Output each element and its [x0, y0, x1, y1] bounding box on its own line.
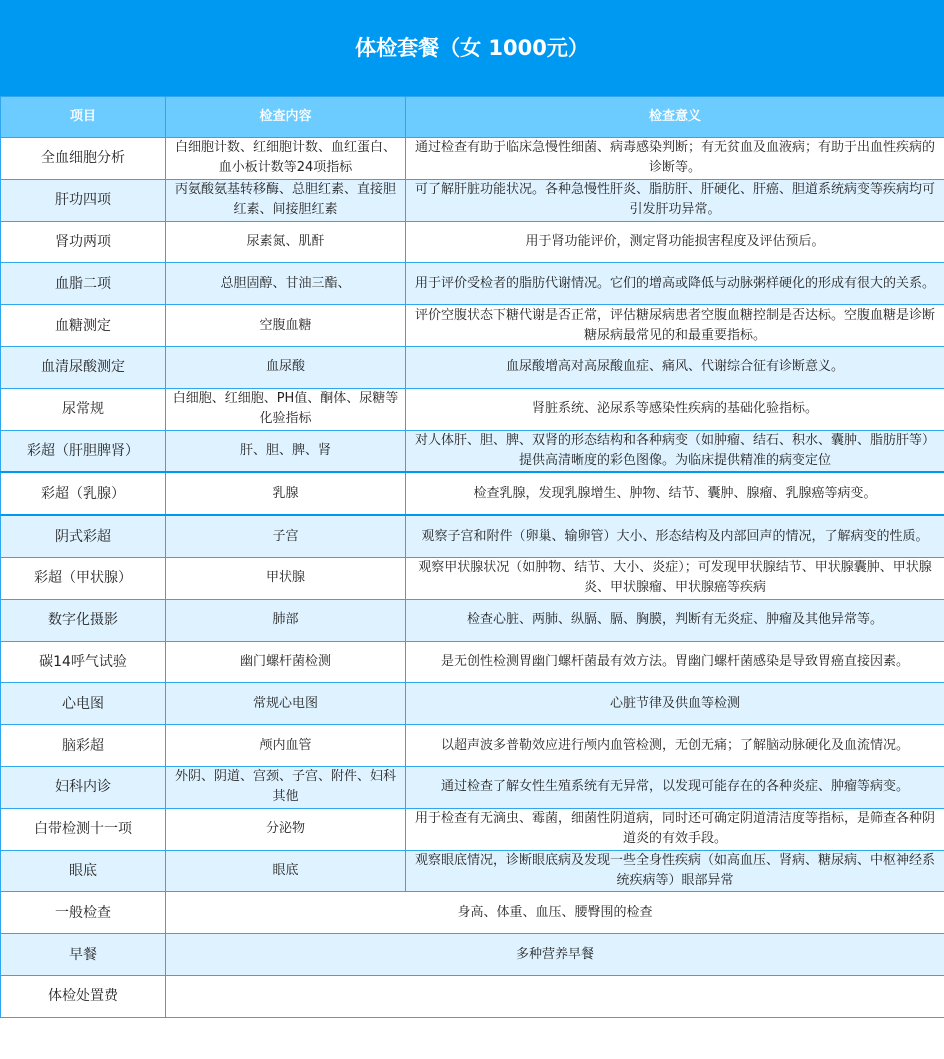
- item-meaning: 用于评价受检者的脂肪代谢情况。它们的增高或降低与动脉粥样硬化的形成有很大的关系。: [406, 263, 944, 305]
- item-meaning: 观察眼底情况，诊断眼底病及发现一些全身性疾病（如高血压、肾病、糖尿病、中枢神经系统疾病等）眼部异常: [406, 850, 944, 892]
- item-content: 白细胞、红细胞、PH值、酮体、尿糖等化验指标: [166, 388, 406, 430]
- table-row: [1, 179, 944, 221]
- table-row: [1, 472, 944, 515]
- item-meaning: 用于检查有无滴虫、霉菌，细菌性阴道病，同时还可确定阴道清洁度等指标，是筛查各种阴道炎的有效手段。: [406, 808, 944, 850]
- item-name: 彩超（肝胆脾肾）: [1, 430, 166, 472]
- table-row: [1, 808, 944, 850]
- item-content: 血尿酸: [166, 346, 406, 388]
- item-content: 分泌物: [166, 808, 406, 850]
- table-row-merged: [1, 975, 944, 1017]
- table-row: [1, 263, 944, 305]
- item-name: 白带检测十一项: [1, 808, 166, 850]
- table-row: [1, 725, 944, 767]
- table-row: [1, 683, 944, 725]
- table-row: [1, 850, 944, 892]
- item-content: 乳腺: [166, 472, 406, 515]
- table-row: [1, 557, 944, 599]
- item-content: 颅内血管: [166, 725, 406, 767]
- item-content: 甲状腺: [166, 557, 406, 599]
- item-name: 脑彩超: [1, 725, 166, 767]
- item-content: 常规心电图: [166, 683, 406, 725]
- item-meaning: 用于肾功能评价，测定肾功能损害程度及评估预后。: [406, 221, 944, 263]
- item-meaning: 对人体肝、胆、脾、双肾的形态结构和各种病变（如肿瘤、结石、积水、囊肿、脂肪肝等）提供高清晰度的彩色图像。为临床提供精准的病变定位: [406, 430, 944, 472]
- item-meaning: 心脏节律及供血等检测: [406, 683, 944, 725]
- table-row: [1, 388, 944, 430]
- item-name: 全血细胞分析: [1, 138, 166, 180]
- item-meaning: 评价空腹状态下糖代谢是否正常，评估糖尿病患者空腹血糖控制是否达标。空腹血糖是诊断糖尿病最常见的和最重要指标。: [406, 305, 944, 347]
- item-merged-value: [166, 975, 944, 1017]
- item-name: 血清尿酸测定: [1, 346, 166, 388]
- item-name: 彩超（乳腺）: [1, 472, 166, 515]
- item-merged-value: 多种营养早餐: [166, 934, 944, 976]
- item-name: 肾功两项: [1, 221, 166, 263]
- item-meaning: 检查心脏、两肺、纵膈、膈、胸膜，判断有无炎症、肿瘤及其他异常等。: [406, 599, 944, 641]
- item-content: 肝、胆、脾、肾: [166, 430, 406, 472]
- item-meaning: 通过检查了解女性生殖系统有无异常，以发现可能存在的各种炎症、肿瘤等病变。: [406, 766, 944, 808]
- header-meaning: 检查意义: [406, 97, 944, 138]
- item-name: 阴式彩超: [1, 515, 166, 557]
- item-meaning: 观察甲状腺状况（如肿物、结节、大小、炎症）；可发现甲状腺结节、甲状腺囊肿、甲状腺炎、甲状腺瘤、甲状腺癌等疾病: [406, 557, 944, 599]
- item-content: 白细胞计数、红细胞计数、血红蛋白、血小板计数等24项指标: [166, 138, 406, 180]
- table-row-merged: [1, 934, 944, 976]
- item-meaning: 以超声波多普勒效应进行颅内血管检测，无创无痛；了解脑动脉硬化及血流情况。: [406, 725, 944, 767]
- package-table: [0, 96, 944, 1018]
- table-row: [1, 766, 944, 808]
- item-content: 总胆固醇、甘油三酯、: [166, 263, 406, 305]
- table-row: [1, 430, 944, 472]
- table-row: [1, 221, 944, 263]
- item-name: 妇科内诊: [1, 766, 166, 808]
- page-header: [0, 0, 944, 96]
- table-header-row: [1, 97, 944, 138]
- page-title: 体检套餐（女 1000元）: [355, 36, 589, 60]
- item-content: 丙氨酸氨基转移酶、总胆红素、直接胆红素、间接胆红素: [166, 179, 406, 221]
- item-name: 早餐: [1, 934, 166, 976]
- item-name: 一般检查: [1, 892, 166, 934]
- item-name: 血脂二项: [1, 263, 166, 305]
- item-meaning: 肾脏系统、泌尿系等感染性疾病的基础化验指标。: [406, 388, 944, 430]
- table-row: [1, 641, 944, 683]
- item-name: 眼底: [1, 850, 166, 892]
- item-name: 碳14呼气试验: [1, 641, 166, 683]
- item-content: 子宫: [166, 515, 406, 557]
- item-name: 心电图: [1, 683, 166, 725]
- item-content: 眼底: [166, 850, 406, 892]
- table-row: [1, 346, 944, 388]
- item-meaning: 观察子宫和附件（卵巢、输卵管）大小、形态结构及内部回声的情况，了解病变的性质。: [406, 515, 944, 557]
- item-content: 空腹血糖: [166, 305, 406, 347]
- item-merged-value: 身高、体重、血压、腰臀围的检查: [166, 892, 944, 934]
- item-name: 肝功四项: [1, 179, 166, 221]
- item-meaning: 通过检查有助于临床急慢性细菌、病毒感染判断；有无贫血及血液病；有助于出血性疾病的诊断等。: [406, 138, 944, 180]
- table-row: [1, 515, 944, 557]
- table-row: [1, 305, 944, 347]
- table-row: [1, 138, 944, 180]
- item-name: 体检处置费: [1, 975, 166, 1017]
- header-item: 项目: [1, 97, 166, 138]
- header-content: 检查内容: [166, 97, 406, 138]
- item-meaning: 是无创性检测胃幽门螺杆菌最有效方法。胃幽门螺杆菌感染是导致胃癌直接因素。: [406, 641, 944, 683]
- item-name: 数字化摄影: [1, 599, 166, 641]
- table-row-merged: [1, 892, 944, 934]
- item-meaning: 检查乳腺，发现乳腺增生、肿物、结节、囊肿、腺瘤、乳腺癌等病变。: [406, 472, 944, 515]
- item-name: 尿常规: [1, 388, 166, 430]
- table-row: [1, 599, 944, 641]
- item-content: 外阴、阴道、宫颈、子宫、附件、妇科其他: [166, 766, 406, 808]
- item-meaning: 可了解肝脏功能状况。各种急慢性肝炎、脂肪肝、肝硬化、肝癌、胆道系统病变等疾病均可引发肝功异常。: [406, 179, 944, 221]
- item-name: 彩超（甲状腺）: [1, 557, 166, 599]
- item-content: 尿素氮、肌酐: [166, 221, 406, 263]
- item-content: 幽门螺杆菌检测: [166, 641, 406, 683]
- item-name: 血糖测定: [1, 305, 166, 347]
- item-meaning: 血尿酸增高对高尿酸血症、痛风、代谢综合征有诊断意义。: [406, 346, 944, 388]
- item-content: 肺部: [166, 599, 406, 641]
